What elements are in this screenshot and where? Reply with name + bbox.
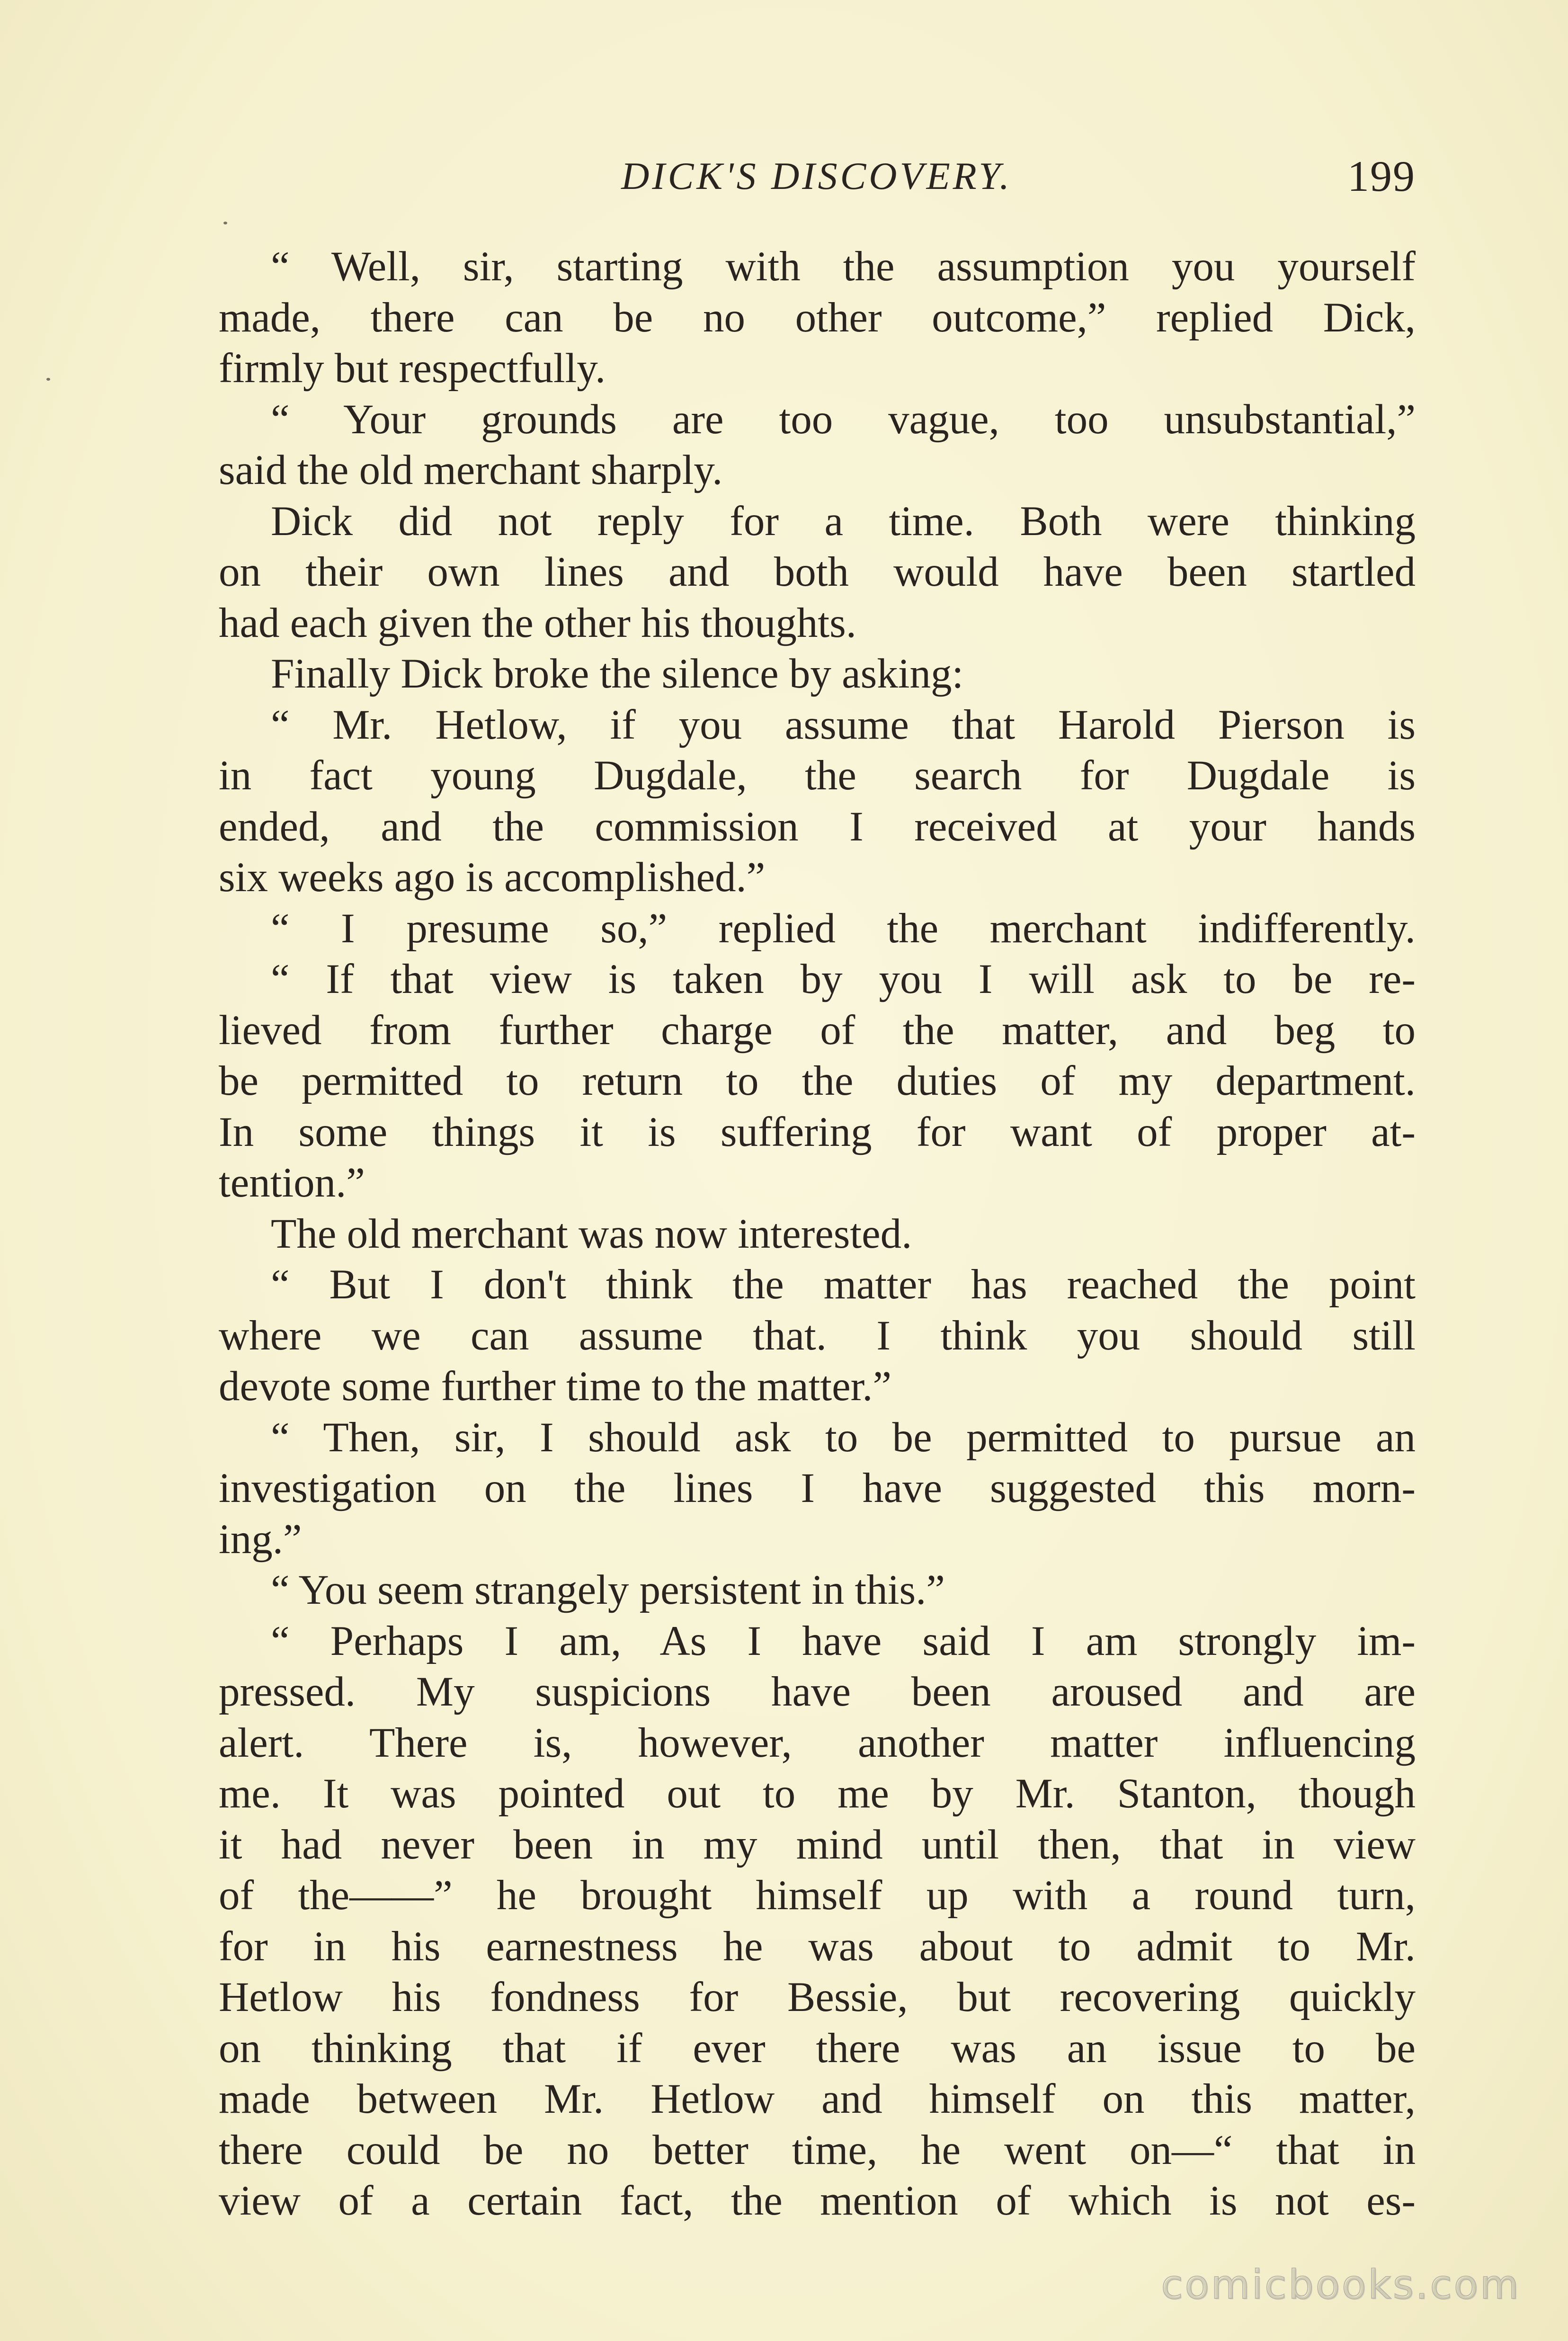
text-line: for in his earnestness he was about to admit to Mr. [219,1923,1416,1970]
text-line: “ Then, sir, I should ask to be permitted to pursue an [271,1414,1416,1461]
text-line: on thinking that if ever there was an issue to be [219,2025,1416,2072]
text-line: had each given the other his thoughts. [219,599,857,646]
text-line: be permitted to return to the duties of my department. [219,1058,1416,1104]
text-line: Hetlow his fondness for Bessie, but recovering quickly [219,1974,1416,2020]
watermark: comicbooks.com [1161,2261,1521,2308]
ink-speck [223,222,227,224]
text-line: firmly but respectfully. [219,345,606,392]
running-header [218,148,1416,205]
text-line: said the old merchant sharply. [219,447,723,493]
text-line: “ Mr. Hetlow, if you assume that Harold Pierson is [271,701,1416,748]
text-line: in fact young Dugdale, the search for Dugdale is [219,752,1416,799]
text-line: ended, and the commission I received at your hands [219,803,1416,850]
text-line: Dick did not reply for a time. Both were thinking [271,498,1416,545]
text-line: The old merchant was now interested. [271,1210,912,1257]
text-line: Finally Dick broke the silence by asking: [271,651,964,697]
text-line: “ Perhaps I am, As I have said I am strongly im- [271,1617,1416,1664]
body-text [219,241,1416,2227]
text-line: “ I presume so,” replied the merchant indifferently. [271,905,1416,952]
text-line: “ You seem strangely persistent in this.” [271,1567,945,1613]
text-line: where we can assume that. I think you should still [219,1312,1416,1359]
text-line: “ But I don't think the matter has reached the point [271,1261,1416,1308]
text-line: there could be no better time, he went on—“ that in [219,2127,1416,2173]
text-line: of the——” he brought himself up with a round turn, [219,1872,1416,1919]
text-line: “ If that view is taken by you I will ask to be re- [271,956,1416,1002]
text-line: lieved from further charge of the matter, and beg to [219,1007,1416,1054]
text-line: “ Your grounds are too vague, too unsubstantial,” [271,396,1416,443]
text-line: investigation on the lines I have suggested this morn- [219,1465,1416,1511]
text-line: devote some further time to the matter.” [219,1363,892,1410]
text-line: made between Mr. Hetlow and himself on this matter, [219,2076,1416,2122]
text-line: six weeks ago is accomplished.” [219,854,766,901]
text-line: me. It was pointed out to me by Mr. Stanton, though [219,1770,1416,1817]
text-line: “ Well, sir, starting with the assumption you yourself [271,243,1416,290]
page-number: 199 [1347,152,1416,200]
text-line: it had never been in my mind until then, that in view [219,1821,1416,1868]
text-line: pressed. My suspicions have been aroused and are [219,1669,1416,1715]
text-line: In some things it is suffering for want of proper at- [219,1108,1416,1155]
text-line: view of a certain fact, the mention of which is not es- [219,2178,1416,2224]
text-line: on their own lines and both would have been startled [219,549,1416,595]
text-line: made, there can be no other outcome,” replied Dick, [219,294,1416,341]
text-line: ing.” [219,1516,302,1563]
ink-speck [46,378,50,381]
text-line: alert. There is, however, another matter influencing [219,1719,1416,1766]
text-line: tention.” [219,1160,365,1206]
running-title: DICK'S DISCOVERY. [621,154,1012,197]
